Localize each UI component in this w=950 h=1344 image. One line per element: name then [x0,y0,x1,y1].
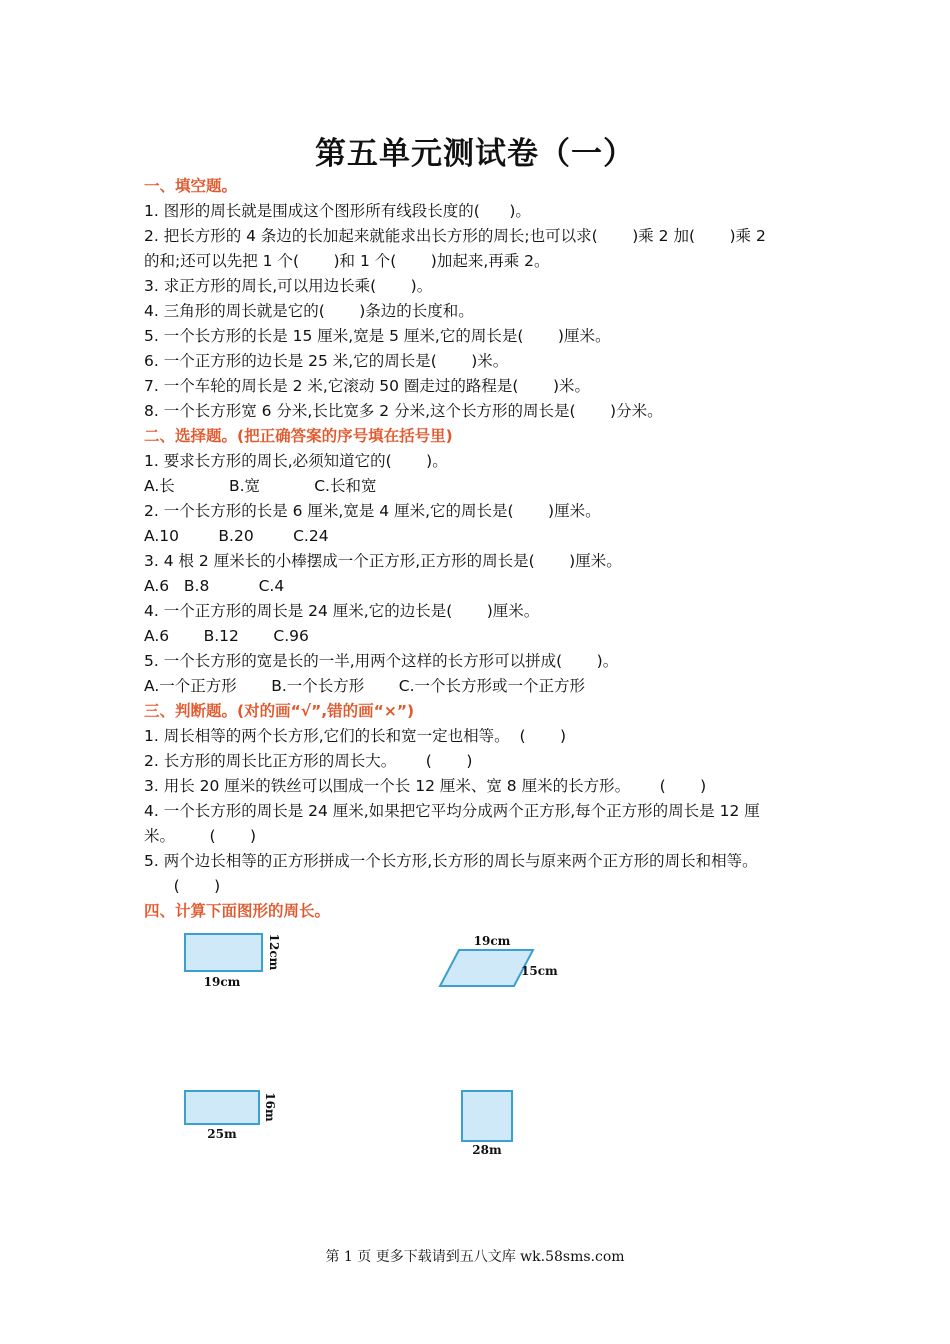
answer-options: A.6 B.8 C.4 [144,577,285,595]
parallelogram-figure [435,932,565,994]
worksheet-content [144,174,814,924]
section-fill-in [144,174,814,424]
section-heading: 四、计算下面图形的周长。 [144,902,331,920]
page-title: 第五单元测试卷（一） [315,136,635,172]
rectangle-shape [185,1091,259,1124]
question-line: 1. 要求长方形的周长,必须知道它的( )。 [144,452,448,470]
rectangle-shape [185,934,262,971]
question-line: 7. 一个车轮的周长是 2 米,它滚动 50 圈走过的路程是( )米。 [144,377,591,395]
section-heading: 一、填空题。 [144,177,238,195]
side-length-label: 15cm [521,964,558,978]
section-multiple-choice [144,424,814,699]
bottom-length-label: 19cm [203,975,241,989]
side-length-label: 12cm [267,933,281,971]
answer-options: A.长 B.宽 C.长和宽 [144,477,377,495]
page-footer: 第 1 页 更多下载请到五八文库 wk.58sms.com [325,1249,625,1265]
question-line: 5. 两个边长相等的正方形拼成一个长方形,长方形的周长与原来两个正方形的周长和相等。 [144,852,758,870]
question-line: 6. 一个正方形的边长是 25 米,它的周长是( )米。 [144,352,509,370]
rectangle-diagram [180,1086,290,1146]
side-length-label: 16m [263,1092,277,1122]
answer-options: A.10 B.20 C.24 [144,527,329,545]
question-line: 2. 一个长方形的长是 6 厘米,宽是 4 厘米,它的周长是( )厘米。 [144,502,601,520]
question-line: 4. 一个正方形的周长是 24 厘米,它的边长是( )厘米。 [144,602,540,620]
question-line: 1. 周长相等的两个长方形,它们的长和宽一定也相等。 ( ) [144,727,567,745]
square-figure [456,1086,520,1160]
rectangle-diagram [180,928,290,998]
question-line: 4. 一个长方形的周长是 24 厘米,如果把它平均分成两个正方形,每个正方形的周长是 12 厘 [144,802,760,820]
question-line: 米。 ( ) [144,827,257,845]
question-line: 5. 一个长方形的宽是长的一半,用两个这样的长方形可以拼成( )。 [144,652,619,670]
top-length-label: 19cm [473,934,511,948]
square-diagram [456,1086,520,1160]
question-line: 3. 用长 20 厘米的铁丝可以围成一个长 12 厘米、宽 8 厘米的长方形。 ( ) [144,777,707,795]
question-line: 2. 把长方形的 4 条边的长加起来就能求出长方形的周长;也可以求( )乘 2 加( )乘 2 [144,227,766,245]
bottom-length-label: 25m [207,1127,237,1141]
section-perimeter [144,899,814,924]
answer-options: A.6 B.12 C.96 [144,627,309,645]
question-line: 8. 一个长方形宽 6 分米,长比宽多 2 分米,这个长方形的周长是( )分米。 [144,402,663,420]
square-shape [462,1091,512,1141]
section-heading: 二、选择题。(把正确答案的序号填在括号里) [144,427,453,445]
parallelogram-diagram [435,932,565,994]
section-true-false [144,699,814,899]
rectangle-figure-1 [180,928,290,998]
bottom-length-label: 28m [472,1143,502,1157]
rectangle-figure-2 [180,1086,290,1146]
question-line: 5. 一个长方形的长是 15 厘米,宽是 5 厘米,它的周长是( )厘米。 [144,327,611,345]
question-line: ( ) [144,877,221,895]
question-line: 1. 图形的周长就是围成这个图形所有线段长度的( )。 [144,202,531,220]
question-line: 3. 4 根 2 厘米长的小棒摆成一个正方形,正方形的周长是( )厘米。 [144,552,622,570]
parallelogram-shape [440,950,533,986]
question-line: 3. 求正方形的周长,可以用边长乘( )。 [144,277,433,295]
question-line: 2. 长方形的周长比正方形的周长大。 ( ) [144,752,473,770]
section-heading: 三、判断题。(对的画“√”,错的画“×”) [144,702,415,720]
answer-options: A.一个正方形 B.一个长方形 C.一个长方形或一个正方形 [144,677,586,695]
question-line: 4. 三角形的周长就是它的( )条边的长度和。 [144,302,474,320]
question-line: 的和;还可以先把 1 个( )和 1 个( )加起来,再乘 2。 [144,252,550,270]
